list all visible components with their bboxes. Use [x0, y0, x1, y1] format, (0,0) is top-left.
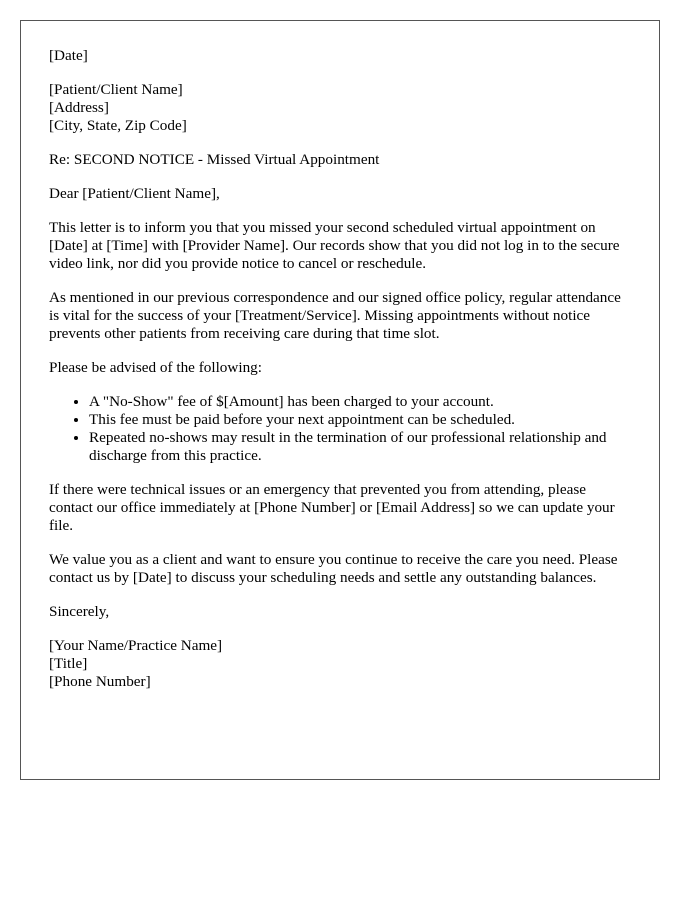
signature-title: [Title] — [49, 655, 88, 672]
body-paragraph-1: This letter is to inform you that you missed your second scheduled virtual appointment on [Date] at [Time] with [Provider Name]. Our records show that you did not log in to the secure video link, nor did you provide notice to cancel or reschedule. — [49, 219, 620, 272]
list-item: • This fee must be paid before your next appointment can be scheduled. — [89, 411, 631, 429]
list-item: • A "No-Show" fee of $[Amount] has been charged to your account. — [89, 393, 631, 411]
body-paragraph-3: If there were technical issues or an emergency that prevented you from attending, please contact our office immediately at [Phone Number] or [Email Address] so we can update your file. — [49, 481, 615, 534]
recipient-name: [Patient/Client Name] — [49, 81, 183, 98]
signature-name: [Your Name/Practice Name] — [49, 637, 223, 654]
closing: Sincerely, — [49, 603, 110, 620]
recipient-block — [49, 81, 631, 135]
recipient-address: [Address] — [49, 99, 109, 116]
list-item: • Repeated no-shows may result in the termination of our professional relationship and discharge from this practice. — [89, 429, 631, 465]
signature-phone: [Phone Number] — [49, 673, 151, 690]
salutation: Dear [Patient/Client Name], — [49, 185, 220, 202]
body-paragraph-2: As mentioned in our previous correspondence and our signed office policy, regular attendance is vital for the success of your [Treatment/Service]. Missing appointments without notice prevents other patients from receiving care during that time slot. — [49, 289, 621, 342]
letter-date: [Date] — [49, 47, 88, 64]
recipient-city-state-zip: [City, State, Zip Code] — [49, 117, 187, 134]
list-intro: Please be advised of the following: — [49, 359, 262, 376]
body-paragraph-4: We value you as a client and want to ensure you continue to receive the care you need. Please contact us by [Date] to discuss your scheduling needs and settle any outstanding balances. — [49, 551, 618, 586]
subject-line: Re: SECOND NOTICE - Missed Virtual Appointment — [49, 151, 380, 168]
signature-block — [49, 637, 631, 691]
notice-list — [49, 393, 631, 465]
letter-page — [20, 20, 660, 780]
